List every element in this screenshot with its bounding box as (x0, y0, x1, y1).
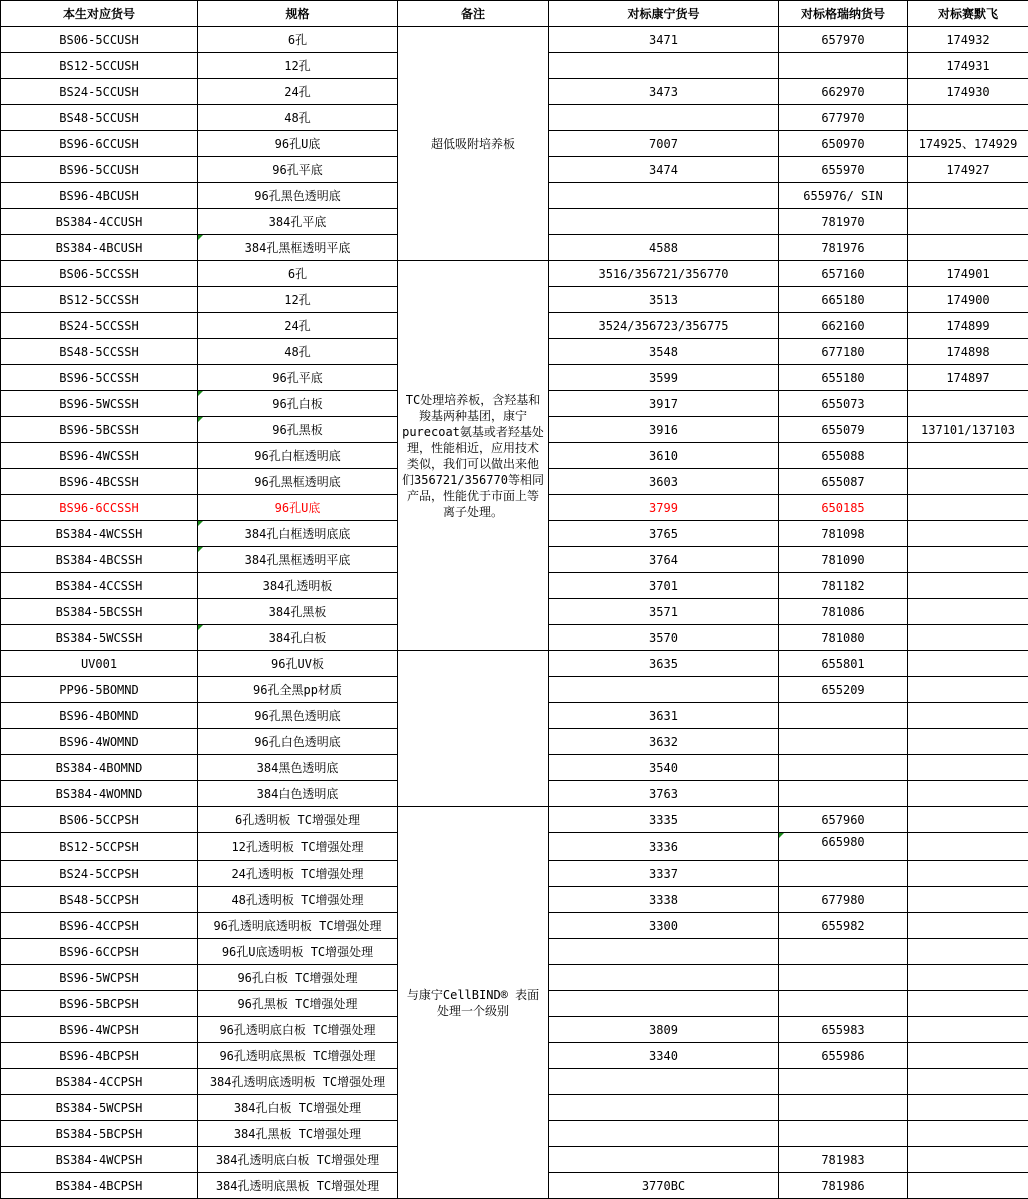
corning-cell: 3540 (549, 755, 779, 781)
thermo-cell (908, 1121, 1028, 1147)
product-id-cell: BS48-5CCPSH (1, 887, 198, 913)
spec-cell: 384孔黑板 (198, 599, 398, 625)
greiner-cell: 655801 (779, 651, 908, 677)
greiner-cell: 662970 (779, 79, 908, 105)
thermo-cell (908, 235, 1028, 261)
product-id-cell: BS384-4CCUSH (1, 209, 198, 235)
thermo-cell (908, 729, 1028, 755)
spec-cell: 96孔透明底白板 TC增强处理 (198, 1017, 398, 1043)
spec-cell: 96孔透明底透明板 TC增强处理 (198, 913, 398, 939)
header-greiner: 对标格瑞纳货号 (779, 1, 908, 27)
spec-cell: 48孔透明板 TC增强处理 (198, 887, 398, 913)
product-id-cell: BS384-4BCUSH (1, 235, 198, 261)
thermo-cell (908, 105, 1028, 131)
product-id-cell: BS384-5BCPSH (1, 1121, 198, 1147)
thermo-cell: 174898 (908, 339, 1028, 365)
spec-cell: 6孔透明板 TC增强处理 (198, 807, 398, 833)
corning-cell: 3570 (549, 625, 779, 651)
spec-cell: 96孔白框透明底 (198, 443, 398, 469)
spec-cell: 96孔白色透明底 (198, 729, 398, 755)
greiner-cell: 655088 (779, 443, 908, 469)
corning-cell (549, 939, 779, 965)
product-id-cell: BS96-5WCSSH (1, 391, 198, 417)
header-spec: 规格 (198, 1, 398, 27)
thermo-cell (908, 521, 1028, 547)
product-id-cell: UV001 (1, 651, 198, 677)
thermo-cell: 174900 (908, 287, 1028, 313)
corning-cell (549, 209, 779, 235)
spec-cell: 6孔 (198, 261, 398, 287)
corning-cell (549, 965, 779, 991)
spec-cell: 96孔平底 (198, 157, 398, 183)
greiner-cell (779, 755, 908, 781)
thermo-cell (908, 781, 1028, 807)
header-thermo: 对标赛默飞 (908, 1, 1028, 27)
greiner-cell: 677180 (779, 339, 908, 365)
corning-cell: 3599 (549, 365, 779, 391)
corning-cell: 3635 (549, 651, 779, 677)
thermo-cell (908, 755, 1028, 781)
header-product-id: 本生对应货号 (1, 1, 198, 27)
corning-cell: 3474 (549, 157, 779, 183)
thermo-cell: 174931 (908, 53, 1028, 79)
thermo-cell (908, 1017, 1028, 1043)
greiner-cell: 781970 (779, 209, 908, 235)
spec-cell: 96孔U底 (198, 131, 398, 157)
spec-cell: 96孔白板 (198, 391, 398, 417)
corning-cell: 3338 (549, 887, 779, 913)
thermo-cell (908, 1147, 1028, 1173)
greiner-cell: 655079 (779, 417, 908, 443)
spec-cell: 96孔黑板 (198, 417, 398, 443)
product-id-cell: BS384-4BCPSH (1, 1173, 198, 1199)
corning-cell: 3764 (549, 547, 779, 573)
greiner-cell (779, 939, 908, 965)
greiner-cell: 655073 (779, 391, 908, 417)
spec-cell: 24孔 (198, 313, 398, 339)
product-id-cell: BS384-5WCSSH (1, 625, 198, 651)
spec-cell: 384孔透明底黑板 TC增强处理 (198, 1173, 398, 1199)
product-id-cell: BS96-5CCSSH (1, 365, 198, 391)
thermo-cell (908, 469, 1028, 495)
corning-cell: 3471 (549, 27, 779, 53)
thermo-cell (908, 991, 1028, 1017)
spec-cell: 96孔黑板 TC增强处理 (198, 991, 398, 1017)
corning-cell (549, 1147, 779, 1173)
greiner-cell: 781983 (779, 1147, 908, 1173)
thermo-cell: 174897 (908, 365, 1028, 391)
thermo-cell (908, 599, 1028, 625)
thermo-cell (908, 887, 1028, 913)
corning-cell: 3765 (549, 521, 779, 547)
corning-cell (549, 991, 779, 1017)
spec-cell: 384孔黑框透明平底 (198, 547, 398, 573)
greiner-cell: 781090 (779, 547, 908, 573)
spec-cell: 96孔平底 (198, 365, 398, 391)
greiner-cell: 655986 (779, 1043, 908, 1069)
product-id-cell: BS96-6CCUSH (1, 131, 198, 157)
corning-cell: 4588 (549, 235, 779, 261)
corning-cell: 3337 (549, 861, 779, 887)
corning-cell: 3770BC (549, 1173, 779, 1199)
thermo-cell (908, 939, 1028, 965)
product-id-cell: BS96-5BCSSH (1, 417, 198, 443)
table-row (1, 651, 1028, 677)
product-id-cell: BS48-5CCUSH (1, 105, 198, 131)
spec-cell: 384孔白板 TC增强处理 (198, 1095, 398, 1121)
header-note: 备注 (398, 1, 549, 27)
corning-cell: 3632 (549, 729, 779, 755)
corning-cell: 3763 (549, 781, 779, 807)
product-id-cell: BS384-4WOMND (1, 781, 198, 807)
product-id-cell: BS06-5CCSSH (1, 261, 198, 287)
spec-cell: 384孔透明底透明板 TC增强处理 (198, 1069, 398, 1095)
greiner-cell: 665180 (779, 287, 908, 313)
thermo-cell (908, 1095, 1028, 1121)
spec-cell: 6孔 (198, 27, 398, 53)
product-id-cell: BS384-4CCSSH (1, 573, 198, 599)
thermo-cell (908, 807, 1028, 833)
corning-cell: 3603 (549, 469, 779, 495)
thermo-cell (908, 677, 1028, 703)
thermo-cell: 174901 (908, 261, 1028, 287)
greiner-cell: 781086 (779, 599, 908, 625)
thermo-cell: 174930 (908, 79, 1028, 105)
product-id-cell: BS06-5CCUSH (1, 27, 198, 53)
corning-cell: 3917 (549, 391, 779, 417)
thermo-cell (908, 1043, 1028, 1069)
spec-cell: 384白色透明底 (198, 781, 398, 807)
corning-cell: 3701 (549, 573, 779, 599)
greiner-cell: 657960 (779, 807, 908, 833)
spec-cell: 12孔透明板 TC增强处理 (198, 833, 398, 861)
greiner-cell: 781976 (779, 235, 908, 261)
corning-cell: 3548 (549, 339, 779, 365)
greiner-cell (779, 991, 908, 1017)
product-id-cell: BS96-6CCPSH (1, 939, 198, 965)
spec-cell: 384孔白框透明底底 (198, 521, 398, 547)
greiner-cell: 677980 (779, 887, 908, 913)
spec-cell: 96孔全黑pp材质 (198, 677, 398, 703)
product-id-cell: BS384-5WCPSH (1, 1095, 198, 1121)
thermo-cell (908, 651, 1028, 677)
product-id-cell: BS96-4BCUSH (1, 183, 198, 209)
corning-cell: 3799 (549, 495, 779, 521)
product-id-cell: BS24-5CCSSH (1, 313, 198, 339)
corning-cell (549, 1121, 779, 1147)
greiner-cell: 662160 (779, 313, 908, 339)
corning-cell: 3610 (549, 443, 779, 469)
corning-cell (549, 1095, 779, 1121)
product-id-cell: BS384-4CCPSH (1, 1069, 198, 1095)
corning-cell: 3336 (549, 833, 779, 861)
corning-cell: 7007 (549, 131, 779, 157)
thermo-cell (908, 495, 1028, 521)
greiner-cell (779, 53, 908, 79)
greiner-cell (779, 1121, 908, 1147)
corning-cell (549, 183, 779, 209)
table-row (1, 27, 1028, 53)
greiner-cell: 781080 (779, 625, 908, 651)
greiner-cell (779, 965, 908, 991)
product-id-cell: BS96-4WCPSH (1, 1017, 198, 1043)
spec-cell: 48孔 (198, 339, 398, 365)
greiner-cell (779, 729, 908, 755)
corning-cell: 3340 (549, 1043, 779, 1069)
greiner-cell: 655087 (779, 469, 908, 495)
thermo-cell: 174932 (908, 27, 1028, 53)
spec-cell: 384孔白板 (198, 625, 398, 651)
product-id-cell: BS384-5BCSSH (1, 599, 198, 625)
spec-cell: 96孔黑色透明底 (198, 183, 398, 209)
product-id-cell: BS384-4BOMND (1, 755, 198, 781)
greiner-cell: 655180 (779, 365, 908, 391)
product-id-cell: BS12-5CCPSH (1, 833, 198, 861)
note-cell: 与康宁CellBIND® 表面处理一个级别 (398, 807, 549, 1199)
product-id-cell: BS24-5CCUSH (1, 79, 198, 105)
corning-cell: 3631 (549, 703, 779, 729)
spec-cell: 96孔U底透明板 TC增强处理 (198, 939, 398, 965)
greiner-cell: 655209 (779, 677, 908, 703)
greiner-cell: 655976/ SIN (779, 183, 908, 209)
thermo-cell (908, 861, 1028, 887)
corning-cell: 3335 (549, 807, 779, 833)
table-row (1, 807, 1028, 833)
thermo-cell (908, 547, 1028, 573)
thermo-cell (908, 625, 1028, 651)
spec-cell: 24孔透明板 TC增强处理 (198, 861, 398, 887)
spec-cell: 96孔透明底黑板 TC增强处理 (198, 1043, 398, 1069)
thermo-cell (908, 1069, 1028, 1095)
corning-cell (549, 53, 779, 79)
greiner-cell: 650970 (779, 131, 908, 157)
product-id-cell: BS96-6CCSSH (1, 495, 198, 521)
thermo-cell (908, 573, 1028, 599)
thermo-cell: 174899 (908, 313, 1028, 339)
product-id-cell: BS06-5CCPSH (1, 807, 198, 833)
thermo-cell (908, 833, 1028, 861)
note-cell: TC处理培养板，含羟基和羧基两种基团，康宁purecoat氨基或者羟基处理，性能相近，应用技术类似，我们可以做出来他们356721/356770等相同产品，性能优于市面上等离子处理。 (398, 261, 549, 651)
thermo-cell: 174925、174929 (908, 131, 1028, 157)
thermo-cell: 174927 (908, 157, 1028, 183)
thermo-cell (908, 183, 1028, 209)
product-id-cell: BS96-4BOMND (1, 703, 198, 729)
product-id-cell: BS48-5CCSSH (1, 339, 198, 365)
thermo-cell (908, 965, 1028, 991)
greiner-cell: 781098 (779, 521, 908, 547)
product-id-cell: BS96-4BCPSH (1, 1043, 198, 1069)
greiner-cell: 650185 (779, 495, 908, 521)
product-id-cell: BS12-5CCSSH (1, 287, 198, 313)
greiner-cell: 665980 (779, 833, 908, 861)
corning-cell: 3513 (549, 287, 779, 313)
greiner-cell (779, 1069, 908, 1095)
spec-cell: 384孔透明板 (198, 573, 398, 599)
thermo-cell (908, 1173, 1028, 1199)
greiner-cell: 655983 (779, 1017, 908, 1043)
corning-cell: 3516/356721/356770 (549, 261, 779, 287)
corning-cell (549, 677, 779, 703)
product-id-cell: BS12-5CCUSH (1, 53, 198, 79)
corning-cell: 3473 (549, 79, 779, 105)
header-corning: 对标康宁货号 (549, 1, 779, 27)
greiner-cell (779, 861, 908, 887)
thermo-cell (908, 209, 1028, 235)
corning-cell (549, 1069, 779, 1095)
spec-cell: 96孔黑色透明底 (198, 703, 398, 729)
greiner-cell: 655970 (779, 157, 908, 183)
product-id-cell: BS24-5CCPSH (1, 861, 198, 887)
spec-cell: 384孔黑框透明平底 (198, 235, 398, 261)
corning-cell: 3916 (549, 417, 779, 443)
spec-cell: 96孔黑框透明底 (198, 469, 398, 495)
spec-cell: 48孔 (198, 105, 398, 131)
spec-cell: 384孔黑板 TC增强处理 (198, 1121, 398, 1147)
spec-cell: 384孔透明底白板 TC增强处理 (198, 1147, 398, 1173)
product-id-cell: BS384-4BCSSH (1, 547, 198, 573)
spec-cell: 96孔白板 TC增强处理 (198, 965, 398, 991)
product-id-cell: BS96-5CCUSH (1, 157, 198, 183)
product-id-cell: BS384-4WCSSH (1, 521, 198, 547)
note-cell: 超低吸附培养板 (398, 27, 549, 261)
spec-cell: 384孔平底 (198, 209, 398, 235)
spec-cell: 24孔 (198, 79, 398, 105)
product-id-cell: BS96-5WCPSH (1, 965, 198, 991)
corning-cell: 3300 (549, 913, 779, 939)
thermo-cell (908, 391, 1028, 417)
greiner-cell (779, 781, 908, 807)
corning-cell: 3571 (549, 599, 779, 625)
spec-cell: 12孔 (198, 53, 398, 79)
thermo-cell (908, 703, 1028, 729)
spec-cell: 96孔U底 (198, 495, 398, 521)
header-row (1, 1, 1028, 27)
greiner-cell (779, 703, 908, 729)
thermo-cell (908, 443, 1028, 469)
product-id-cell: BS96-4CCPSH (1, 913, 198, 939)
greiner-cell (779, 1095, 908, 1121)
greiner-cell: 657970 (779, 27, 908, 53)
greiner-cell: 781182 (779, 573, 908, 599)
spec-cell: 12孔 (198, 287, 398, 313)
greiner-cell: 677970 (779, 105, 908, 131)
product-id-cell: BS384-4WCPSH (1, 1147, 198, 1173)
greiner-cell: 657160 (779, 261, 908, 287)
greiner-cell: 655982 (779, 913, 908, 939)
spec-cell: 384黑色透明底 (198, 755, 398, 781)
product-id-cell: BS96-5BCPSH (1, 991, 198, 1017)
note-cell (398, 651, 549, 807)
table-row (1, 261, 1028, 287)
product-id-cell: BS96-4WCSSH (1, 443, 198, 469)
product-id-cell: BS96-4BCSSH (1, 469, 198, 495)
corning-cell: 3809 (549, 1017, 779, 1043)
product-id-cell: PP96-5BOMND (1, 677, 198, 703)
corning-cell (549, 105, 779, 131)
spec-cell: 96孔UV板 (198, 651, 398, 677)
product-id-cell: BS96-4WOMND (1, 729, 198, 755)
greiner-cell: 781986 (779, 1173, 908, 1199)
thermo-cell: 137101/137103 (908, 417, 1028, 443)
thermo-cell (908, 913, 1028, 939)
corning-cell: 3524/356723/356775 (549, 313, 779, 339)
